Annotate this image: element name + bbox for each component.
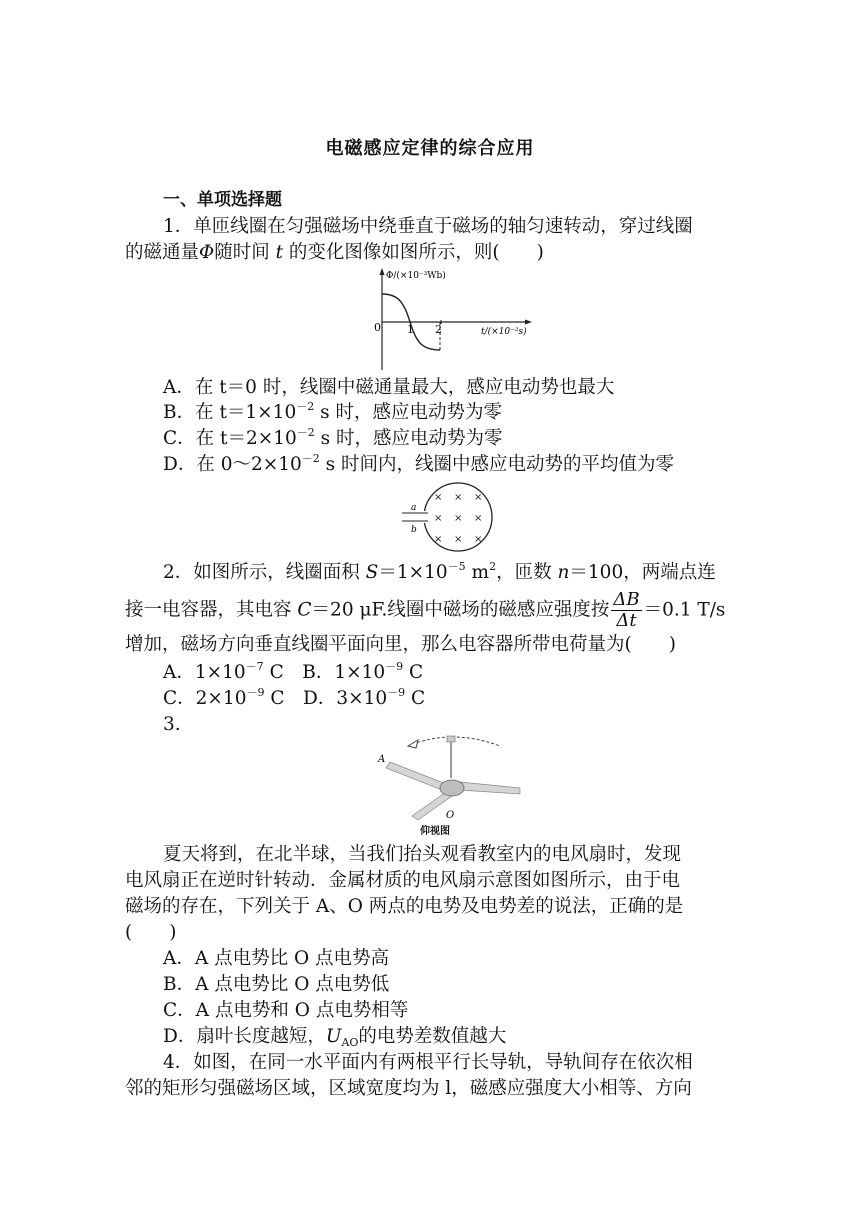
svg-text:×: × — [454, 513, 463, 524]
svg-text:×: × — [454, 492, 463, 503]
q1-option-c: C．在 $t=2\times 10^{-2}$ s 时，感应电动势为零 — [163, 426, 503, 449]
q1-stem-line1: 1．单匝线圈在匀强磁场中绕垂直于磁场的轴匀速转动，穿过线圈 — [163, 216, 693, 237]
svg-text:×: × — [474, 513, 483, 524]
q3-point-a-label: A — [378, 754, 386, 765]
q1-option-d: D．在 $0\sim 2\times 10^{-2}$ s 时间内，线圈中感应电动势的平均值为零 — [163, 452, 675, 475]
q1-graph-ylabel: Φ/(×10⁻³Wb) — [386, 271, 446, 281]
q3-point-o-label: O — [446, 810, 455, 821]
section-heading: 一、单项选择题 — [163, 190, 282, 210]
svg-text:×: × — [454, 534, 463, 545]
q3-option-a: A．A 点电势比 O 点电势高 — [163, 948, 390, 969]
svg-text:×: × — [434, 513, 443, 524]
q1-flux-graph — [360, 266, 540, 372]
svg-text:×: × — [474, 492, 483, 503]
q3-number: 3. — [163, 714, 181, 735]
q1-graph-xlabel: t/(×10⁻²s) — [481, 327, 527, 337]
q2-options-cd: C．$2\times 10^{-9}$ C D．$3\times 10^{-9}$ C — [163, 686, 426, 709]
q2-stem-line3: 增加，磁场方向垂直线圈平面向里，那么电容器所带电荷量为( ) — [125, 634, 676, 655]
q2-stem-line1: 2．如图所示，线圈面积 $S=1\times 10^{-5}$ $m^2$，匝数 n＝100，两端点连 — [163, 560, 716, 583]
svg-text:×: × — [474, 534, 483, 545]
q1-stem-line2: 的磁通量Φ随时间 t 的变化图像如图所示，则( ) — [125, 242, 544, 263]
q1-graph-tick-2: 2 — [435, 323, 442, 336]
q3-option-c: C．A 点电势和 O 点电势相等 — [163, 1000, 409, 1021]
q3-stem-line2: 电风扇正在逆时针转动．金属材质的电风扇示意图如图所示，由于电 — [125, 870, 681, 891]
q1-graph-origin: 0 — [374, 321, 381, 334]
q2-coil-figure — [398, 482, 502, 552]
q4-stem-line2: 邻的矩形匀强磁场区域，区域宽度均为 l，磁感应强度大小相等、方向 — [125, 1078, 692, 1099]
q1-graph-tick-1: 1 — [407, 323, 414, 336]
q2-options-ab: A．$1\times 10^{-7}$ C B．$1\times 10^{-9}$ C — [163, 660, 424, 683]
page-title: 电磁感应定律的综合应用 — [325, 138, 535, 159]
q3-stem-line1: 夏天将到，在北半球，当我们抬头观看教室内的电风扇时，发现 — [163, 844, 682, 865]
q2-terminal-b: b — [411, 525, 417, 535]
q2-delta-fraction: $\frac{\Delta B}{\Delta t}$ — [613, 589, 640, 631]
q3-option-d: D．扇叶长度越短，$U_{AO}$的电势差数值越大 — [163, 1026, 507, 1049]
q3-ceiling-fan-figure — [372, 732, 532, 824]
q3-figure-caption: 仰视图 — [420, 826, 450, 837]
svg-text:×: × — [434, 492, 443, 503]
q3-stem-line3: 磁场的存在，下列关于 A、O 两点的电势及电势差的说法，正确的是 — [125, 896, 684, 917]
q1-option-a: A．在 t＝0 时，线圈中磁通量最大，感应电动势也最大 — [163, 377, 615, 398]
q4-stem-line1: 4．如图，在同一水平面内有两根平行长导轨，导轨间存在依次相 — [163, 1052, 693, 1073]
q3-stem-line4: ( ) — [125, 922, 177, 943]
svg-text:×: × — [434, 534, 443, 545]
q2-stem-line2: 接一电容器，其电容 C＝20 μF.线圈中磁场的磁感应强度按 $\frac{\Delta B}{\Delta t}$ ＝0.1 T/s — [125, 589, 726, 631]
q3-option-b: B．A 点电势比 O 点电势低 — [163, 974, 390, 995]
q1-option-b: B．在 $t=1\times 10^{-2}$ s 时，感应电动势为零 — [163, 400, 502, 423]
q2-terminal-a: a — [411, 503, 417, 513]
